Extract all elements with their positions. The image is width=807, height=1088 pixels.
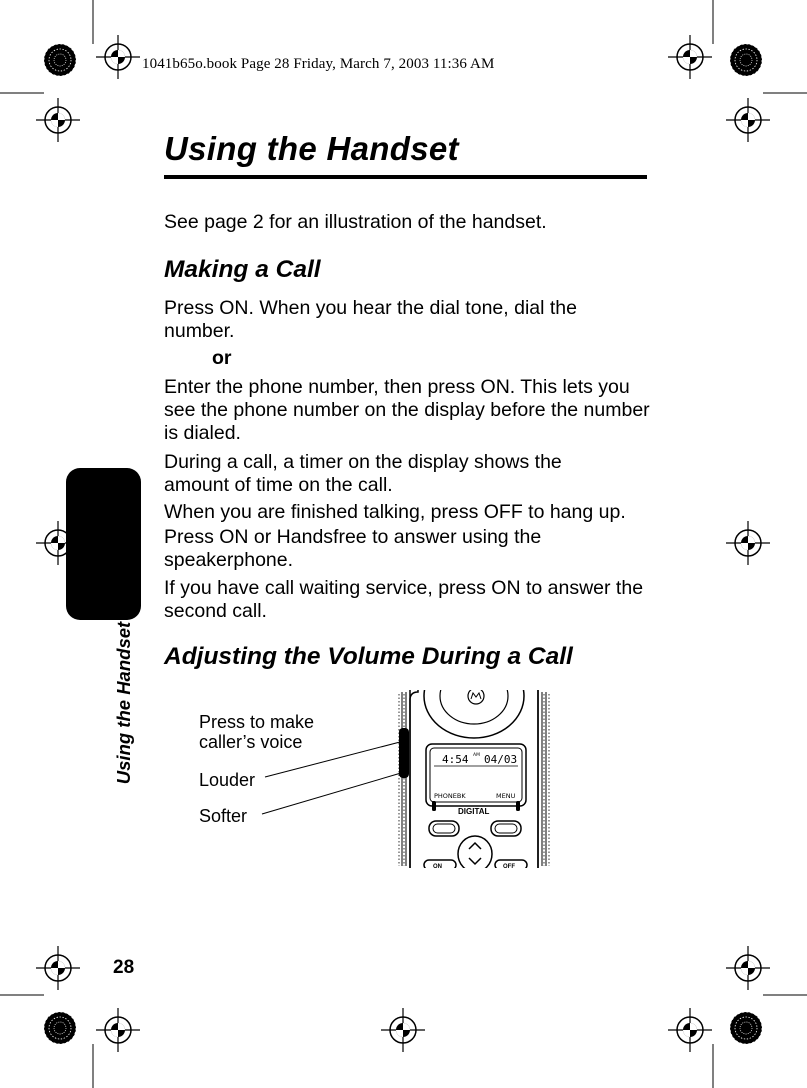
book-header: 1041b65o.book Page 28 Friday, March 7, 2003 11:36 AM [142,56,495,72]
display-time: 4:54 [442,753,469,766]
page-number: 28 [113,957,135,978]
handset-illustration [396,690,556,868]
or-label: or [212,347,232,369]
down-arrow-icon [469,858,481,864]
callout-louder: Louder [199,770,256,790]
softkey-phonebook: PHONEBK [434,792,466,800]
on-key-label: ON [433,864,442,868]
side-tab-label: Using the Handset [113,621,134,785]
step-enter-number: Enter the phone number, then press ON. This lets you see the phone number on the display before the number is dialed. [164,376,650,444]
display-am: AM [473,753,480,758]
timer-text: During a call, a timer on the display shows the amount of time on the call. [164,451,562,496]
callout-softer: Softer [199,806,248,826]
speakerphone-text: Press ON or Handsfree to answer using the speakerphone. [164,526,542,571]
adjusting-volume-heading: Adjusting the Volume During a Call [164,643,573,670]
softkey-menu: MENU [496,792,516,800]
off-key-label: OFF [503,864,515,868]
page-title: Using the Handset [164,130,459,167]
intro-text: See page 2 for an illustration of the handset. [164,211,547,233]
making-a-call-heading: Making a Call [164,256,321,283]
up-arrow-icon [469,843,481,849]
step-press-on: Press ON. When you hear the dial tone, dial the number. [164,297,577,342]
brand-digital: DIGITAL [458,807,490,816]
callout-press-to-make: Press to make caller’s voice [199,712,315,752]
hang-up-text: When you are finished talking, press OFF to hang up. [164,501,626,523]
call-waiting-text: If you have call waiting service, press ON to answer the second call. [164,577,644,622]
display-date: 04/03 [484,753,518,766]
